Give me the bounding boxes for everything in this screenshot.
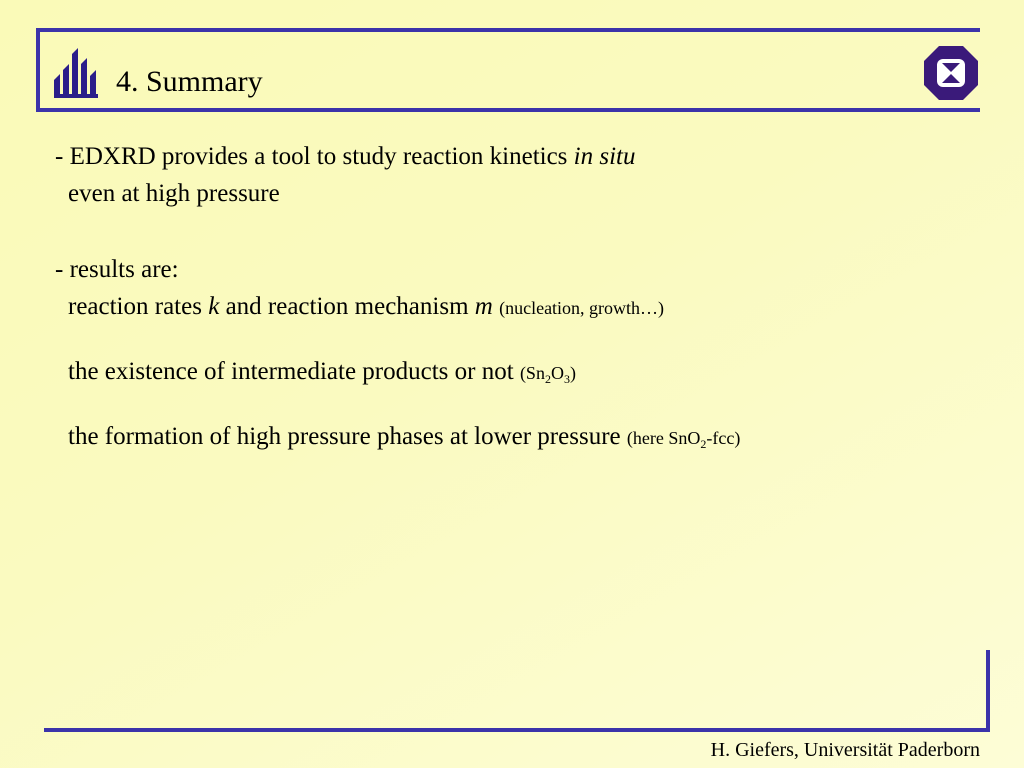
- result-note: (here SnO$_2$-fcc): [626, 428, 741, 451]
- result-note: $(Sn_2O_3)$: [519, 363, 576, 386]
- bottom-right-vertical-rule: [986, 650, 990, 732]
- bottom-horizontal-rule: [44, 728, 990, 732]
- result-text: the existence of intermediate products or not: [68, 358, 520, 385]
- page-title: 4. Summary: [116, 65, 263, 98]
- bullet-results: [55, 255, 179, 285]
- bullet-dash: -: [55, 143, 70, 170]
- top-horizontal-rule-upper: [36, 28, 980, 32]
- bullet-edxrd: [55, 142, 635, 172]
- result-text: reaction rates: [68, 293, 209, 320]
- top-horizontal-rule-lower: [36, 108, 980, 112]
- bullet-text: results are:: [69, 256, 179, 283]
- bullet-emphasis: in situ: [573, 143, 636, 170]
- hasylab-logo-icon: [922, 44, 980, 102]
- result-text: the formation of high pressure phases at lower pressure: [68, 423, 627, 450]
- variable-m: m: [474, 293, 493, 320]
- result-item-rates: [68, 292, 664, 323]
- variable-k: k: [208, 293, 220, 320]
- result-text: and reaction mechanism: [219, 293, 475, 320]
- bullet-edxrd-continuation: even at high pressure: [68, 180, 280, 207]
- bullet-text: EDXRD provides a tool to study reaction kinetics: [69, 143, 574, 170]
- university-logo-icon: [52, 44, 100, 100]
- top-left-vertical-rule: [36, 28, 40, 110]
- result-note: (nucleation, growth…): [499, 298, 665, 318]
- footer-author: H. Giefers, Universität Paderborn: [710, 739, 980, 761]
- result-item-high-pressure: [68, 422, 740, 453]
- bullet-dash: -: [55, 256, 70, 283]
- result-item-intermediate: [68, 357, 576, 388]
